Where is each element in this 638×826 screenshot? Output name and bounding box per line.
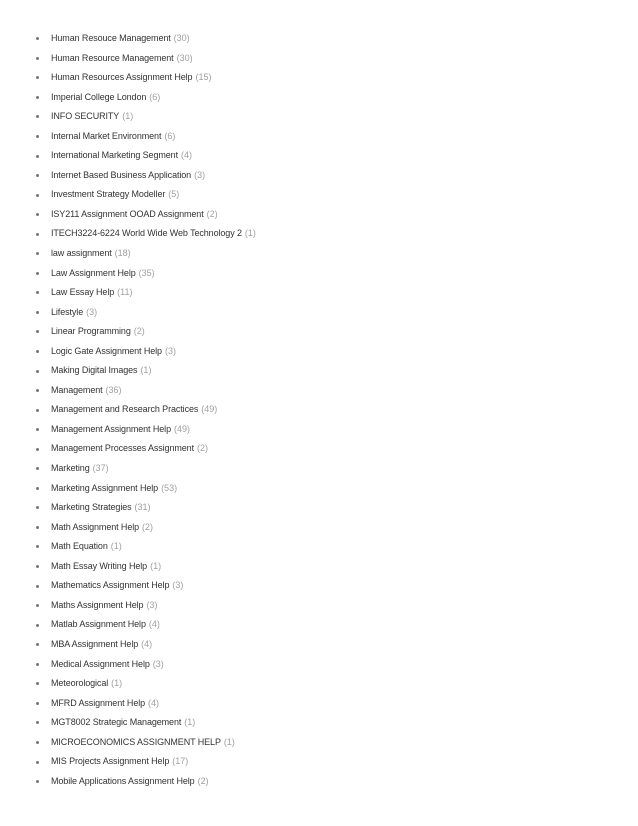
category-post-count: (2)	[133, 326, 145, 337]
category-link[interactable]: MFRD Assignment Help	[51, 697, 146, 708]
category-item	[36, 557, 616, 577]
bullet-icon	[36, 565, 39, 568]
bullet-icon	[36, 291, 39, 294]
category-item	[36, 772, 616, 792]
category-item	[36, 107, 616, 127]
category-link[interactable]: MGT8002 Strategic Management	[51, 717, 182, 728]
category-link[interactable]: Mathematics Assignment Help	[51, 580, 170, 591]
category-item	[36, 283, 616, 303]
category-item	[36, 498, 616, 518]
category-item	[36, 381, 616, 401]
bullet-icon	[36, 604, 39, 607]
bullet-icon	[36, 57, 39, 60]
category-link[interactable]: Human Resources Assignment Help	[51, 72, 193, 83]
category-post-count: (11)	[117, 287, 133, 298]
category-post-count: (4)	[148, 697, 160, 708]
bullet-icon	[36, 467, 39, 470]
category-link[interactable]: Math Assignment Help	[51, 521, 140, 532]
category-link[interactable]: Marketing	[51, 463, 90, 474]
category-link[interactable]: INFO SECURITY	[51, 111, 120, 122]
category-link[interactable]: Management and Research Practices	[51, 404, 199, 415]
category-link[interactable]: Matlab Assignment Help	[51, 619, 146, 630]
category-post-count: (6)	[164, 130, 176, 141]
category-link[interactable]: Law Assignment Help	[51, 267, 136, 278]
category-post-count: (1)	[223, 736, 235, 747]
category-post-count: (3)	[172, 580, 184, 591]
category-link[interactable]: Marketing Strategies	[51, 502, 132, 513]
category-link[interactable]: Internet Based Business Application	[51, 169, 192, 180]
bullet-icon	[36, 643, 39, 646]
bullet-icon	[36, 233, 39, 236]
bullet-icon	[36, 194, 39, 197]
category-post-count: (5)	[168, 189, 180, 200]
category-link[interactable]: ISY211 Assignment OOAD Assignment	[51, 208, 204, 219]
category-post-count: (31)	[134, 502, 151, 513]
category-item	[36, 185, 616, 205]
category-link[interactable]: MIS Projects Assignment Help	[51, 756, 170, 767]
category-item	[36, 127, 616, 147]
bullet-icon	[36, 761, 39, 764]
category-post-count: (3)	[164, 345, 176, 356]
category-post-count: (1)	[140, 365, 152, 376]
bullet-icon	[36, 96, 39, 99]
category-link[interactable]: Law Essay Help	[51, 287, 115, 298]
category-link[interactable]: MBA Assignment Help	[51, 638, 139, 649]
category-item	[36, 537, 616, 557]
bullet-icon	[36, 506, 39, 509]
category-list	[36, 29, 616, 791]
category-item	[36, 342, 616, 362]
category-item	[36, 49, 616, 69]
category-item	[36, 29, 616, 49]
category-link[interactable]: Internal Market Environment	[51, 130, 162, 141]
bullet-icon	[36, 585, 39, 588]
bullet-icon	[36, 663, 39, 666]
bullet-icon	[36, 174, 39, 177]
category-post-count: (4)	[148, 619, 160, 630]
category-item	[36, 713, 616, 733]
category-item	[36, 166, 616, 186]
bullet-icon	[36, 76, 39, 79]
category-post-count: (4)	[180, 150, 192, 161]
category-post-count: (18)	[114, 248, 131, 259]
category-post-count: (49)	[201, 404, 218, 415]
category-link[interactable]: Linear Programming	[51, 326, 131, 337]
bullet-icon	[36, 545, 39, 548]
category-post-count: (3)	[146, 599, 158, 610]
category-post-count: (1)	[110, 541, 122, 552]
bullet-icon	[36, 311, 39, 314]
category-post-count: (17)	[172, 756, 189, 767]
category-post-count: (2)	[196, 443, 208, 454]
bullet-icon	[36, 135, 39, 138]
category-item	[36, 459, 616, 479]
bullet-icon	[36, 409, 39, 412]
category-link[interactable]: Math Essay Writing Help	[51, 560, 148, 571]
bullet-icon	[36, 721, 39, 724]
category-item	[36, 146, 616, 166]
bullet-icon	[36, 741, 39, 744]
category-item	[36, 479, 616, 499]
category-link[interactable]: Management Assignment Help	[51, 423, 171, 434]
category-post-count: (2)	[206, 208, 218, 219]
category-item	[36, 635, 616, 655]
category-item	[36, 518, 616, 538]
category-item	[36, 596, 616, 616]
category-item	[36, 576, 616, 596]
category-link[interactable]: Logic Gate Assignment Help	[51, 345, 162, 356]
category-item	[36, 439, 616, 459]
category-item	[36, 303, 616, 323]
bullet-icon	[36, 370, 39, 373]
bullet-icon	[36, 350, 39, 353]
bullet-icon	[36, 330, 39, 333]
category-item	[36, 88, 616, 108]
category-post-count: (1)	[184, 717, 196, 728]
category-post-count: (4)	[141, 638, 153, 649]
category-link[interactable]: Mobile Applications Assignment Help	[51, 775, 195, 786]
bullet-icon	[36, 428, 39, 431]
category-item	[36, 694, 616, 714]
category-post-count: (30)	[173, 33, 190, 43]
bullet-icon	[36, 389, 39, 392]
category-item	[36, 674, 616, 694]
category-link[interactable]: Human Resource Management	[51, 52, 174, 63]
category-link[interactable]: Management Processes Assignment	[51, 443, 194, 454]
bullet-icon	[36, 37, 39, 40]
category-item	[36, 752, 616, 772]
category-post-count: (1)	[122, 111, 134, 122]
category-item	[36, 400, 616, 420]
category-post-count: (2)	[197, 775, 209, 786]
bullet-icon	[36, 115, 39, 118]
category-link[interactable]: Math Equation	[51, 541, 108, 552]
category-link[interactable]: MICROECONOMICS ASSIGNMENT HELP	[51, 736, 221, 747]
category-post-count: (35)	[138, 267, 155, 278]
category-item	[36, 615, 616, 635]
category-post-count: (36)	[105, 384, 122, 395]
category-item	[36, 655, 616, 675]
bullet-icon	[36, 682, 39, 685]
category-link[interactable]: Medical Assignment Help	[51, 658, 150, 669]
category-link[interactable]: Lifestyle	[51, 306, 84, 317]
category-item	[36, 420, 616, 440]
category-post-count: (3)	[152, 658, 164, 669]
category-post-count: (3)	[194, 169, 206, 180]
category-link[interactable]: International Marketing Segment	[51, 150, 178, 161]
category-item	[36, 224, 616, 244]
category-item	[36, 205, 616, 225]
category-link[interactable]: Meteorological	[51, 678, 109, 689]
category-link[interactable]: Management	[51, 384, 103, 395]
category-post-count: (37)	[92, 463, 109, 474]
bullet-icon	[36, 780, 39, 783]
category-post-count: (1)	[150, 560, 162, 571]
category-link[interactable]: Making Digital Images	[51, 365, 138, 376]
category-item	[36, 733, 616, 753]
bullet-icon	[36, 624, 39, 627]
category-link[interactable]: Investment Strategy Modeller	[51, 189, 166, 200]
category-link[interactable]: Human Resouce Management	[51, 33, 171, 43]
category-item	[36, 68, 616, 88]
bullet-icon	[36, 448, 39, 451]
bullet-icon	[36, 487, 39, 490]
bullet-icon	[36, 155, 39, 158]
category-item	[36, 361, 616, 381]
category-link[interactable]: Marketing Assignment Help	[51, 482, 159, 493]
category-post-count: (53)	[161, 482, 178, 493]
category-post-count: (1)	[111, 678, 123, 689]
category-link[interactable]: law assignment	[51, 248, 112, 259]
bullet-icon	[36, 272, 39, 275]
category-post-count: (6)	[149, 91, 161, 102]
category-item	[36, 264, 616, 284]
category-post-count: (15)	[195, 72, 212, 83]
bullet-icon	[36, 252, 39, 255]
category-link[interactable]: ITECH3224-6224 World Wide Web Technology 2	[51, 228, 242, 239]
bullet-icon	[36, 526, 39, 529]
category-post-count: (49)	[173, 423, 190, 434]
bullet-icon	[36, 702, 39, 705]
category-post-count: (2)	[142, 521, 154, 532]
category-post-count: (1)	[244, 228, 256, 239]
category-post-count: (3)	[86, 306, 98, 317]
category-item	[36, 244, 616, 264]
category-link[interactable]: Maths Assignment Help	[51, 599, 144, 610]
category-post-count: (30)	[176, 52, 193, 63]
bullet-icon	[36, 213, 39, 216]
category-item	[36, 322, 616, 342]
category-link[interactable]: Imperial College London	[51, 91, 147, 102]
